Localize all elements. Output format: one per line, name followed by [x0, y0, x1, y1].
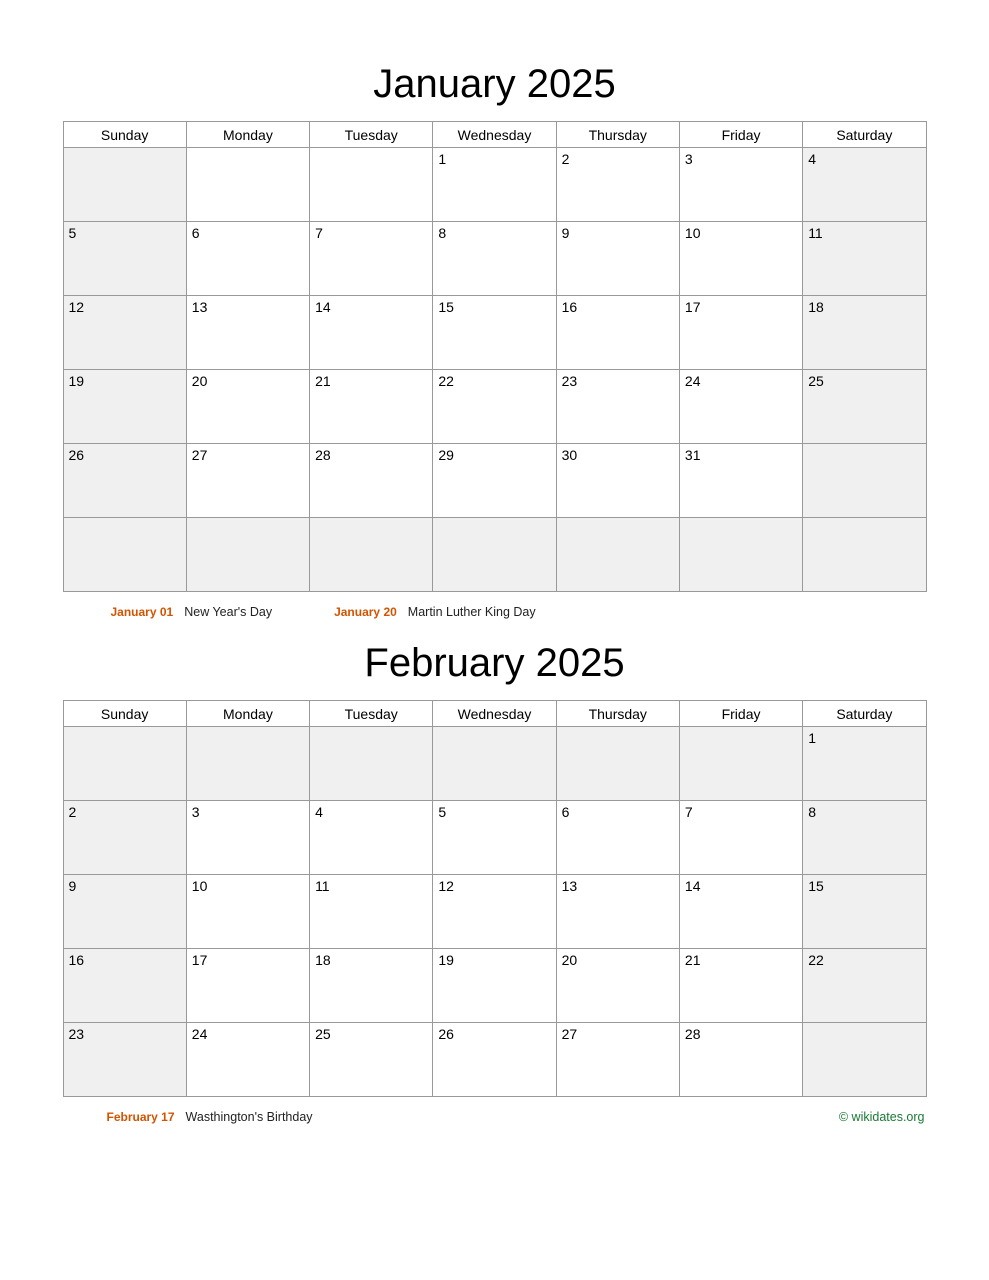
day-cell[interactable]: 21 [310, 370, 433, 444]
day-cell[interactable]: 5 [63, 222, 186, 296]
day-cell[interactable]: 12 [433, 875, 556, 949]
day-cell[interactable]: 6 [556, 801, 679, 875]
weekday-header-friday: Friday [679, 701, 802, 727]
month-block-february [0, 619, 989, 1124]
day-cell[interactable] [186, 518, 309, 592]
day-cell[interactable]: 4 [803, 148, 926, 222]
day-cell[interactable]: 25 [310, 1023, 433, 1097]
day-cell[interactable]: 14 [679, 875, 802, 949]
day-cell[interactable] [679, 518, 802, 592]
day-cell[interactable] [803, 518, 926, 592]
day-cell[interactable]: 18 [310, 949, 433, 1023]
day-cell[interactable] [63, 518, 186, 592]
day-cell[interactable]: 11 [803, 222, 926, 296]
weekday-header-wednesday: Wednesday [433, 701, 556, 727]
weekday-header-monday: Monday [186, 122, 309, 148]
holiday-name: Wasthington's Birthday [185, 1110, 313, 1124]
holiday-item [334, 605, 536, 619]
holiday-list-february [63, 1097, 927, 1124]
day-cell[interactable]: 29 [433, 444, 556, 518]
day-cell[interactable]: 25 [803, 370, 926, 444]
calendar-week-row [63, 875, 926, 949]
weekday-header-row [63, 122, 926, 148]
weekday-header-tuesday: Tuesday [310, 122, 433, 148]
day-cell[interactable]: 2 [556, 148, 679, 222]
day-cell[interactable]: 27 [556, 1023, 679, 1097]
day-cell[interactable]: 30 [556, 444, 679, 518]
day-cell[interactable]: 23 [63, 1023, 186, 1097]
weekday-header-saturday: Saturday [803, 701, 926, 727]
day-cell[interactable]: 7 [679, 801, 802, 875]
day-cell[interactable]: 6 [186, 222, 309, 296]
day-cell[interactable] [63, 148, 186, 222]
day-cell[interactable]: 15 [433, 296, 556, 370]
holiday-date: February 17 [106, 1110, 175, 1124]
day-cell[interactable]: 4 [310, 801, 433, 875]
calendar-week-row [63, 518, 926, 592]
day-cell[interactable]: 9 [63, 875, 186, 949]
day-cell[interactable]: 16 [556, 296, 679, 370]
day-cell[interactable]: 19 [433, 949, 556, 1023]
day-cell[interactable]: 28 [310, 444, 433, 518]
day-cell[interactable] [310, 727, 433, 801]
day-cell[interactable]: 13 [186, 296, 309, 370]
day-cell[interactable]: 17 [679, 296, 802, 370]
day-cell[interactable] [556, 727, 679, 801]
calendar-week-row [63, 801, 926, 875]
day-cell[interactable] [803, 1023, 926, 1097]
month-title-february: February 2025 [364, 641, 625, 685]
weekday-header-sunday: Sunday [63, 701, 186, 727]
day-cell[interactable]: 12 [63, 296, 186, 370]
day-cell[interactable]: 24 [679, 370, 802, 444]
day-cell[interactable]: 7 [310, 222, 433, 296]
day-cell[interactable]: 26 [433, 1023, 556, 1097]
day-cell[interactable]: 22 [803, 949, 926, 1023]
day-cell[interactable]: 3 [186, 801, 309, 875]
day-cell[interactable] [556, 518, 679, 592]
day-cell[interactable]: 1 [803, 727, 926, 801]
day-cell[interactable]: 10 [679, 222, 802, 296]
day-cell[interactable] [310, 518, 433, 592]
day-cell[interactable]: 16 [63, 949, 186, 1023]
day-cell[interactable] [186, 148, 309, 222]
weekday-header-sunday: Sunday [63, 122, 186, 148]
day-cell[interactable]: 18 [803, 296, 926, 370]
calendar-week-row [63, 949, 926, 1023]
day-cell[interactable]: 24 [186, 1023, 309, 1097]
calendar-week-row [63, 727, 926, 801]
weekday-header-monday: Monday [186, 701, 309, 727]
calendar-week-row [63, 296, 926, 370]
holiday-item [111, 605, 273, 619]
month-block-january [0, 0, 989, 619]
calendar-week-row [63, 148, 926, 222]
month-title-january: January 2025 [373, 62, 616, 106]
holiday-name: New Year's Day [184, 605, 273, 619]
day-cell[interactable]: 15 [803, 875, 926, 949]
calendar-table-february [63, 700, 927, 1097]
day-cell[interactable]: 20 [186, 370, 309, 444]
day-cell[interactable]: 10 [186, 875, 309, 949]
day-cell[interactable]: 23 [556, 370, 679, 444]
day-cell[interactable] [433, 727, 556, 801]
day-cell[interactable]: 21 [679, 949, 802, 1023]
day-cell[interactable]: 3 [679, 148, 802, 222]
site-credit[interactable]: © wikidates.org [838, 1110, 925, 1124]
holiday-name: Martin Luther King Day [407, 605, 536, 619]
calendar-week-row [63, 222, 926, 296]
day-cell[interactable]: 19 [63, 370, 186, 444]
day-cell[interactable]: 20 [556, 949, 679, 1023]
day-cell[interactable] [186, 727, 309, 801]
day-cell[interactable]: 1 [433, 148, 556, 222]
weekday-header-wednesday: Wednesday [433, 122, 556, 148]
holiday-item [107, 1110, 313, 1124]
weekday-header-saturday: Saturday [803, 122, 926, 148]
holiday-date: January 01 [110, 605, 174, 619]
day-cell[interactable]: 13 [556, 875, 679, 949]
weekday-header-friday: Friday [679, 122, 802, 148]
day-cell[interactable]: 26 [63, 444, 186, 518]
calendar-week-row [63, 444, 926, 518]
day-cell[interactable]: 8 [433, 222, 556, 296]
day-cell[interactable]: 27 [186, 444, 309, 518]
day-cell[interactable]: 31 [679, 444, 802, 518]
calendar-week-row [63, 1023, 926, 1097]
day-cell[interactable]: 9 [556, 222, 679, 296]
holiday-list-january [63, 592, 927, 619]
day-cell[interactable]: 8 [803, 801, 926, 875]
day-cell[interactable]: 2 [63, 801, 186, 875]
weekday-header-thursday: Thursday [556, 122, 679, 148]
weekday-header-row [63, 701, 926, 727]
calendar-table-january [63, 121, 927, 592]
day-cell[interactable] [679, 727, 802, 801]
day-cell[interactable] [310, 148, 433, 222]
holiday-date: January 20 [334, 605, 397, 619]
day-cell[interactable]: 17 [186, 949, 309, 1023]
weekday-header-thursday: Thursday [556, 701, 679, 727]
day-cell[interactable] [803, 444, 926, 518]
day-cell[interactable]: 5 [433, 801, 556, 875]
day-cell[interactable] [63, 727, 186, 801]
day-cell[interactable]: 22 [433, 370, 556, 444]
day-cell[interactable]: 11 [310, 875, 433, 949]
weekday-header-tuesday: Tuesday [310, 701, 433, 727]
calendar-week-row [63, 370, 926, 444]
day-cell[interactable]: 14 [310, 296, 433, 370]
day-cell[interactable]: 28 [679, 1023, 802, 1097]
day-cell[interactable] [433, 518, 556, 592]
